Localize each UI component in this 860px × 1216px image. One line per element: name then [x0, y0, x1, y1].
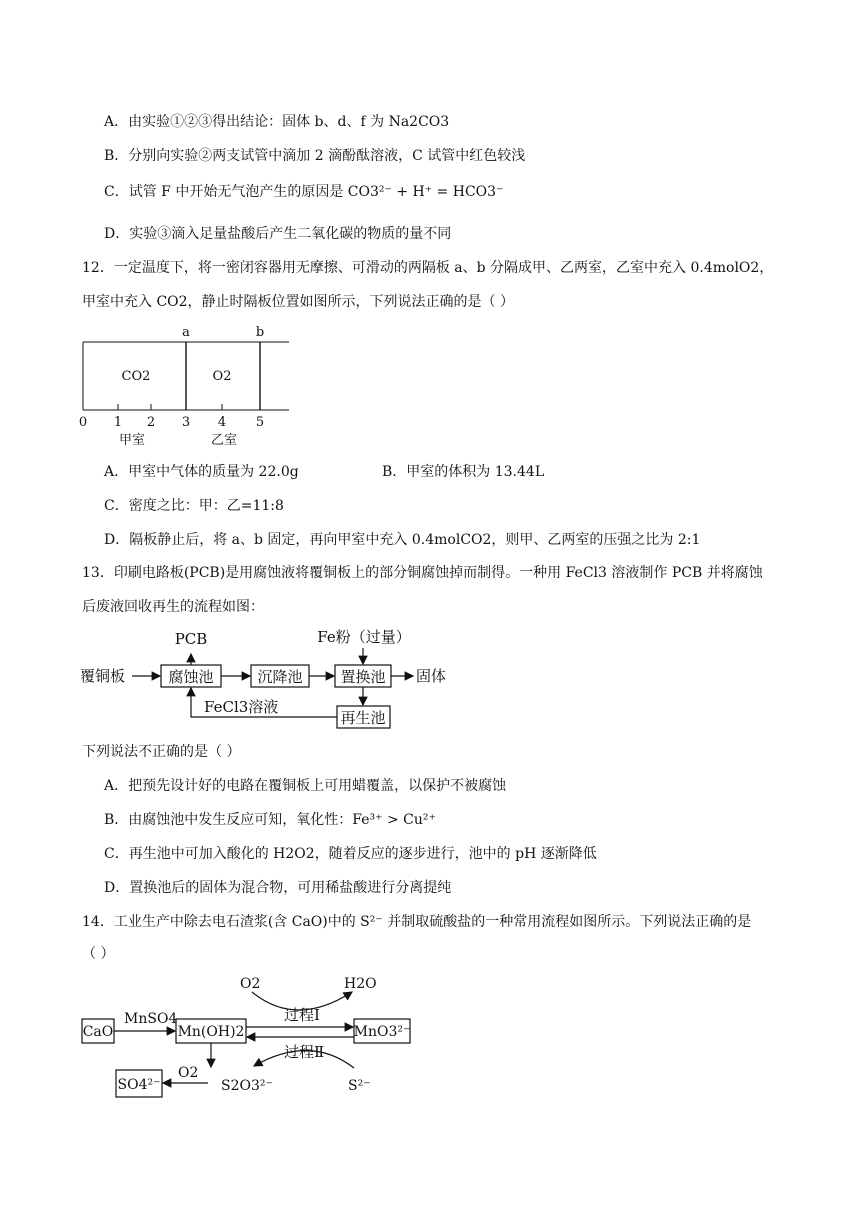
flow-fe-label: Fe粉（过量） — [317, 628, 411, 646]
mno3-box: MnO3²⁻ — [353, 1024, 411, 1040]
q11-option-d: D．实验③滴入足量盐酸后产生二氧化碳的物质的量不同 — [104, 226, 452, 242]
room-left-gas: CO2 — [121, 369, 151, 384]
mnoh2-box: Mn(OH)2 — [177, 1024, 245, 1040]
q13-flow-diagram — [70, 622, 470, 734]
q11-option-c-formula: CO3²⁻ + H⁺ = HCO3⁻ — [347, 184, 504, 200]
q11-option-a: A．由实验①②③得出结论：固体 b、d、f 为 Na2CO3 — [104, 114, 450, 130]
mnso4-label: MnSO4 — [124, 1011, 178, 1027]
tick-label-4: 4 — [217, 415, 227, 430]
q11-option-c — [104, 182, 503, 202]
flow-box-corrosion: 腐蚀池 — [168, 668, 214, 686]
so4-box: SO4²⁻ — [117, 1077, 161, 1093]
s2o3-label: S2O3²⁻ — [221, 1078, 273, 1094]
flow-box-regeneration: 再生池 — [340, 709, 386, 727]
partition-b-label: b — [255, 325, 265, 340]
room-right-gas: O2 — [212, 369, 232, 384]
q12-stem-line2: 甲室中充入 CO2，静止时隔板位置如图所示，下列说法正确的是（ ） — [82, 294, 514, 310]
q11-option-c-text: C．试管 F 中开始无气泡产生的原因是 — [104, 184, 348, 200]
q13-stem-line1: 13．印刷电路板(PCB)是用腐蚀液将覆铜板上的部分铜腐蚀掉而制得。一种用 FeCl3 溶液制作 PCB 并将腐蚀 — [82, 565, 763, 581]
process-1-label: 过程Ⅰ — [284, 1006, 320, 1024]
tick-label-2: 2 — [146, 415, 156, 430]
tick-label-1: 1 — [113, 415, 123, 430]
cao-box: CaO — [82, 1024, 114, 1040]
flow-input-label: 覆铜板 — [80, 667, 126, 685]
o2-input-bottom: O2 — [178, 1065, 199, 1081]
q11-option-b: B．分别向实验②两支试管中滴加 2 滴酚酞溶液，C 试管中红色较浅 — [104, 148, 526, 164]
q13-option-b: B．由腐蚀池中发生反应可知，氧化性：Fe³⁺ > Cu²⁺ — [104, 812, 436, 828]
flow-box-settling: 沉降池 — [257, 668, 303, 686]
flow-solid-label: 固体 — [416, 667, 447, 685]
flow-recycle-label: FeCl3溶液 — [204, 698, 279, 716]
q13-option-d: D．置换池后的固体为混合物，可用稀盐酸进行分离提纯 — [104, 880, 452, 896]
q12-option-d: D．隔板静止后，将 a、b 固定，再向甲室中充入 0.4molCO2，则甲、乙两室的压强之比为 2:1 — [104, 532, 701, 548]
tick-label-0: 0 — [78, 415, 88, 430]
q12-stem-line1: 12．一定温度下，将一密闭容器用无摩擦、可滑动的两隔板 a、b 分隔成甲、乙两室，乙室中充入 0.4molO2， — [82, 260, 774, 276]
room-left-name: 甲室 — [118, 433, 146, 448]
flow-box-replacement: 置换池 — [340, 668, 386, 686]
q13-option-c: C．再生池中可加入酸化的 H2O2，随着反应的逐步进行，池中的 pH 逐渐降低 — [104, 846, 597, 862]
q12-option-c: C．密度之比：甲：乙=11:8 — [104, 498, 284, 514]
q14-stem-line2: （ ） — [82, 946, 115, 962]
room-right-name: 乙室 — [210, 433, 238, 448]
tick-label-3: 3 — [181, 415, 191, 430]
s2-input: S²⁻ — [348, 1078, 371, 1094]
q12-option-b: B．甲室的体积为 13.44L — [382, 464, 545, 480]
h2o-output: H2O — [344, 976, 377, 992]
q12-container-figure — [72, 322, 302, 452]
q13-stem-line2: 后废液回收再生的流程如图： — [82, 599, 264, 615]
process-2-label: 过程Ⅱ — [284, 1043, 325, 1061]
o2-input-top: O2 — [240, 976, 261, 992]
flow-pcb-label: PCB — [174, 630, 208, 648]
tick-label-5: 5 — [255, 415, 265, 430]
q13-stem-line3: 下列说法不正确的是（ ） — [82, 744, 241, 760]
q13-option-a: A．把预先设计好的电路在覆铜板上可用蜡覆盖，以保护不被腐蚀 — [104, 778, 507, 794]
partition-a-label: a — [182, 325, 190, 340]
q12-option-a: A．甲室中气体的质量为 22.0g — [104, 464, 299, 480]
q14-flow-diagram — [76, 970, 456, 1106]
q14-stem-line1: 14．工业生产中除去电石渣浆(含 CaO)中的 S²⁻ 并制取硫酸盐的一种常用流程如图所示。下列说法正确的是 — [82, 914, 752, 930]
